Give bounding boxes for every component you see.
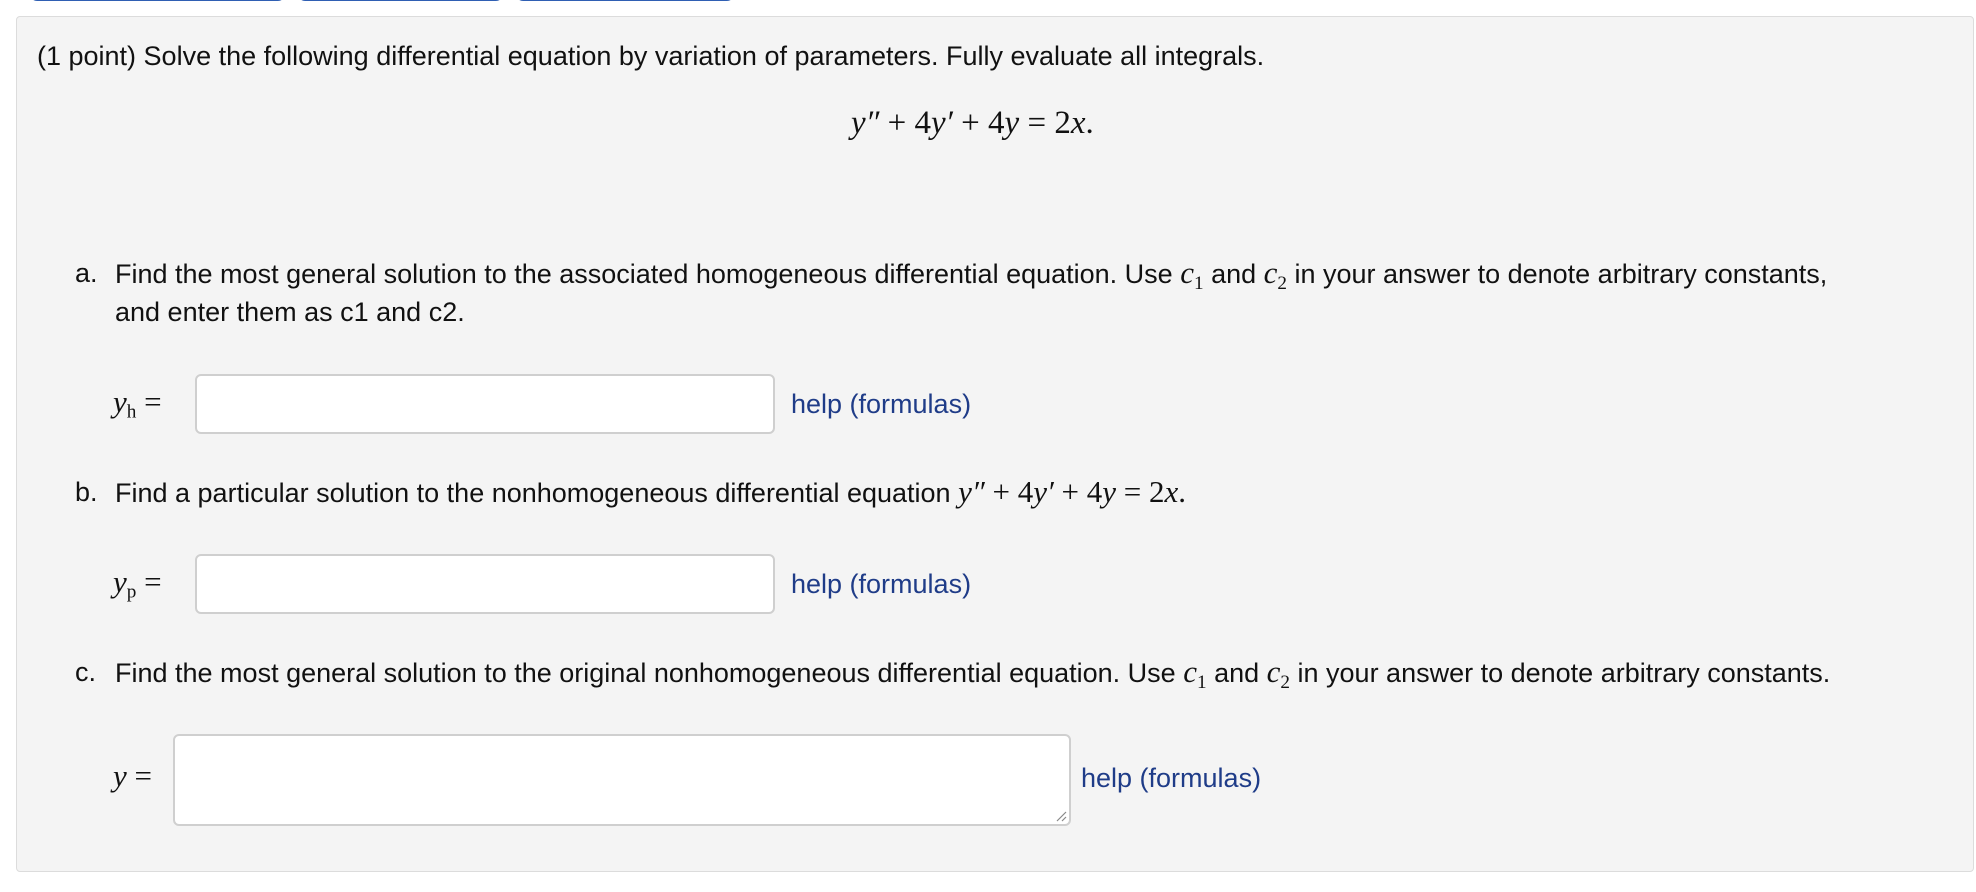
part-a-text-line2: and enter them as c1 and c2. [115, 297, 465, 327]
part-a-marker: a. [75, 258, 98, 288]
part-b-marker: b. [75, 477, 98, 507]
y-label: y = [113, 758, 152, 793]
yh-input[interactable] [195, 374, 775, 434]
part-c-text: Find the most general solution to the original nonhomogeneous differential equation. Use $c_1$ and $c_2$ in your answer to denote arbitrary constants. [115, 654, 1831, 693]
top-tab-1[interactable] [30, 0, 285, 1]
problem-intro: (1 point) Solve the following differential equation by variation of parameters. Fully evaluate all integrals. [37, 41, 1265, 71]
top-tab-2[interactable] [298, 0, 503, 1]
part-b-text: Find a particular solution to the nonhomogeneous differential equation y″ + 4y′ + 4y = 2x. [115, 474, 1187, 509]
resize-grip-icon[interactable] [1055, 810, 1067, 822]
c2-symbol: $c_2$ [1263, 255, 1287, 294]
c1-symbol: $c_1$ [1180, 255, 1204, 294]
help-formulas-link-c[interactable]: help (formulas) [1081, 763, 1262, 793]
yh-label: $y_h$ = [113, 384, 162, 423]
help-formulas-link-a[interactable]: help (formulas) [791, 389, 972, 419]
y-textarea[interactable] [173, 734, 1071, 826]
c1-symbol: $c_1$ [1183, 654, 1207, 693]
help-formulas-link-b[interactable]: help (formulas) [791, 569, 972, 599]
problem-panel [16, 16, 1974, 872]
part-a-text: Find the most general solution to the associated homogeneous differential equation. Use $c_1$ and $c_2$ in your answer to denote arbitrary constants, [115, 255, 1828, 294]
top-tab-3[interactable] [516, 0, 734, 1]
yp-label: $y_p$ = [113, 564, 162, 603]
inline-equation: y″ + 4y′ + 4y = 2x. [958, 474, 1187, 509]
yp-input[interactable] [195, 554, 775, 614]
c2-symbol: $c_2$ [1266, 654, 1291, 693]
display-equation: y″ + 4y′ + 4y = 2x. [851, 105, 1094, 141]
part-c-marker: c. [75, 657, 97, 687]
